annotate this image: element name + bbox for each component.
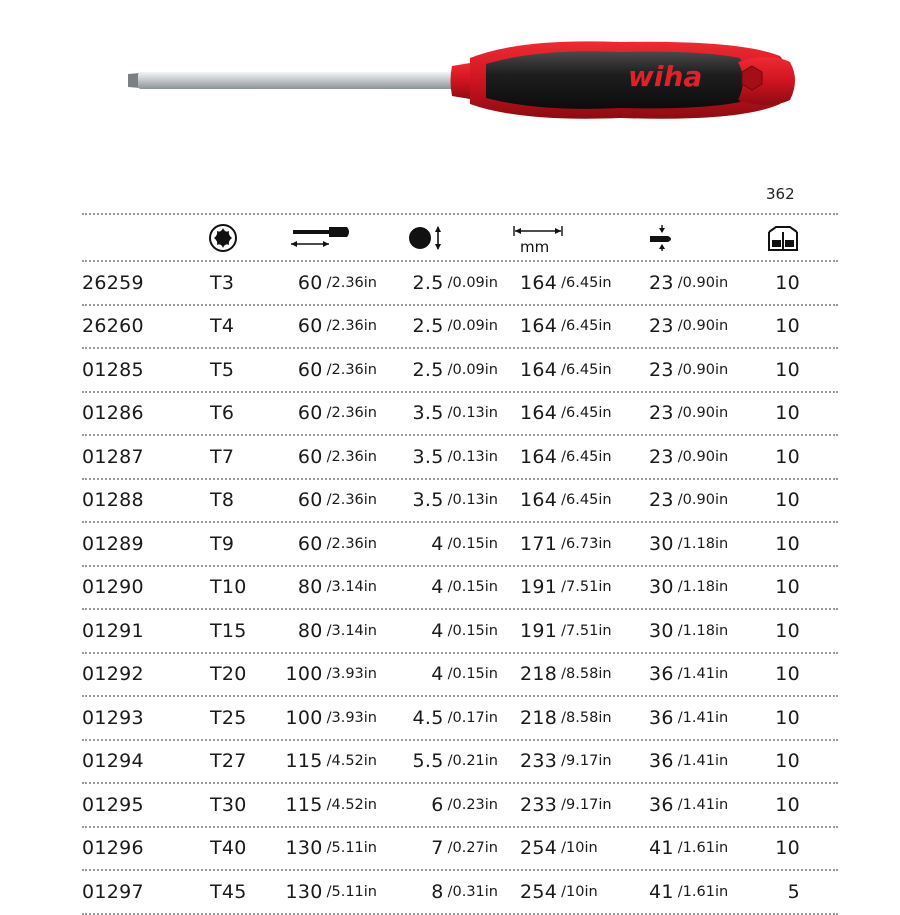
handle-diameter-mm: 41 [649, 837, 674, 860]
blade-length [298, 480, 377, 522]
overall-length [520, 480, 612, 522]
blade-length [285, 697, 377, 739]
package-quantity: 5 [787, 880, 800, 903]
tip-diameter-in: /0.15in [447, 622, 498, 639]
article-number: 01294 [82, 750, 144, 773]
overall-length-in: /8.58in [561, 666, 612, 683]
package-quantity: 10 [775, 837, 800, 860]
tip-diameter-mm: 8 [431, 880, 444, 903]
overall-length-mm: 191 [520, 576, 558, 599]
overall-length-in: /10in [561, 883, 598, 900]
handle-diameter-mm: 23 [649, 402, 674, 425]
package-quantity: 10 [775, 271, 800, 294]
overall-length-mm: 191 [520, 619, 558, 642]
overall-length-in: /6.45in [561, 318, 612, 335]
handle-diameter [649, 654, 728, 696]
article-number: 01295 [82, 793, 144, 816]
package-quantity: 10 [775, 402, 800, 425]
article-number: 01292 [82, 663, 144, 686]
blade-length [285, 741, 377, 783]
tip-diameter-in: /0.13in [447, 448, 498, 465]
tip-diameter [431, 654, 498, 696]
article-number: 01288 [82, 489, 144, 512]
table-header [82, 213, 838, 260]
handle-diameter-mm: 30 [649, 619, 674, 642]
package-quantity: 10 [775, 706, 800, 729]
blade-length-in: /5.11in [326, 883, 377, 900]
tip-diameter-mm: 3.5 [412, 489, 444, 512]
blade-length [298, 393, 377, 435]
handle-diameter [649, 480, 728, 522]
overall-length-in: /6.73in [561, 535, 612, 552]
article-number: 01293 [82, 706, 144, 729]
blade-length-mm: 60 [297, 402, 323, 425]
blade-length [285, 784, 377, 826]
blade-length-in: /5.11in [326, 840, 377, 857]
blade-length [298, 610, 377, 652]
handle-diameter-in: /0.90in [677, 448, 729, 465]
handle-diameter-in: /1.18in [677, 622, 729, 639]
article-number: 26259 [82, 271, 144, 294]
overall-length-in: /6.45in [561, 274, 612, 291]
blade-length-in: /2.36in [326, 492, 377, 509]
package-quantity: 10 [775, 619, 800, 642]
tip-diameter-in: /0.15in [447, 666, 498, 683]
handle-diameter [649, 436, 728, 478]
handle-diameter-mm: 23 [649, 489, 674, 512]
handle-diameter-mm: 36 [649, 706, 674, 729]
table-row [82, 347, 838, 391]
blade-length-in: /2.36in [326, 361, 377, 378]
blade-length-mm: 100 [285, 663, 323, 686]
screwdriver-image [0, 0, 900, 170]
torx-icon [208, 215, 238, 260]
tip-diameter-mm: 7 [431, 837, 444, 860]
overall-length [520, 784, 612, 826]
overall-length [520, 697, 612, 739]
overall-length [520, 262, 612, 304]
spec-table [82, 213, 838, 915]
handle-diameter-mm: 23 [649, 315, 674, 338]
handle-diameter-in: /0.90in [677, 274, 729, 291]
handle-diameter-icon [648, 215, 676, 260]
overall-length [520, 567, 612, 609]
overall-length-in: /7.51in [561, 579, 612, 596]
tip-diameter-mm: 6 [431, 793, 444, 816]
article-number: 01290 [82, 576, 144, 599]
package-quantity: 10 [775, 793, 800, 816]
table-row [82, 565, 838, 609]
tip-diameter [431, 610, 498, 652]
package-quantity: 10 [775, 489, 800, 512]
torx-size: T6 [210, 402, 235, 425]
tip-diameter [412, 306, 498, 348]
overall-length [520, 741, 612, 783]
overall-length-mm: 164 [520, 358, 558, 381]
handle-diameter [649, 349, 728, 391]
handle-diameter-mm: 23 [649, 445, 674, 468]
tip-diameter-in: /0.31in [447, 883, 498, 900]
blade-length-in: /3.14in [326, 579, 377, 596]
article-number: 26260 [82, 315, 144, 338]
tip-diameter-in: /0.13in [447, 492, 498, 509]
tip-diameter-icon [408, 215, 444, 260]
article-number: 01287 [82, 445, 144, 468]
handle-diameter-in: /1.18in [677, 579, 729, 596]
package-quantity: 10 [775, 576, 800, 599]
overall-length-mm: 218 [520, 663, 558, 686]
overall-length-mm: 254 [520, 837, 558, 860]
overall-length-in: /9.17in [561, 796, 612, 813]
table-row [82, 391, 838, 435]
handle-diameter [649, 262, 728, 304]
handle-diameter-in: /1.61in [677, 840, 729, 857]
overall-length-in: /10in [561, 840, 598, 857]
table-row [82, 695, 838, 739]
torx-size: T5 [210, 358, 235, 381]
blade-length-in: /4.52in [326, 796, 377, 813]
blade-length-mm: 60 [297, 445, 323, 468]
tip-diameter [412, 436, 498, 478]
tip-diameter-in: /0.15in [447, 579, 498, 596]
tip-diameter-in: /0.09in [447, 274, 498, 291]
blade-length [298, 436, 377, 478]
blade-length-in: /3.14in [326, 622, 377, 639]
overall-length [520, 436, 612, 478]
handle-diameter [649, 741, 728, 783]
handle-diameter-in: /1.41in [677, 753, 729, 770]
table-row [82, 304, 838, 348]
overall-length-mm: 164 [520, 271, 558, 294]
overall-length-mm: 218 [520, 706, 558, 729]
overall-length [520, 654, 612, 696]
handle-diameter-in: /1.41in [677, 666, 729, 683]
tip-diameter-in: /0.23in [447, 796, 498, 813]
torx-size: T3 [210, 271, 235, 294]
tip-diameter [431, 871, 498, 913]
tip-diameter-in: /0.15in [447, 535, 498, 552]
package-qty-icon [766, 215, 800, 260]
overall-length-in: /6.45in [561, 448, 612, 465]
page-number: 362 [766, 185, 795, 203]
tip-diameter-in: /0.21in [447, 753, 498, 770]
torx-size: T15 [210, 619, 247, 642]
svg-text:mm: mm [520, 237, 550, 254]
blade-length-mm: 60 [297, 271, 323, 294]
article-number: 01291 [82, 619, 144, 642]
blade-length-mm: 80 [297, 576, 323, 599]
article-number: 01286 [82, 402, 144, 425]
handle-diameter-mm: 30 [649, 576, 674, 599]
handle-diameter-mm: 30 [649, 532, 674, 555]
tip-diameter-mm: 5.5 [412, 750, 444, 773]
handle-diameter [649, 828, 728, 870]
package-quantity: 10 [775, 445, 800, 468]
table-row [82, 782, 838, 826]
handle-diameter-in: /0.90in [677, 318, 729, 335]
torx-size: T7 [210, 445, 235, 468]
blade-length-in: /2.36in [326, 318, 377, 335]
blade-length [285, 654, 377, 696]
table-row [82, 652, 838, 696]
article-number: 01297 [82, 880, 144, 903]
torx-size: T4 [210, 315, 235, 338]
handle-diameter [649, 306, 728, 348]
tip-diameter-in: /0.13in [447, 405, 498, 422]
package-quantity: 10 [775, 663, 800, 686]
handle-diameter-in: /0.90in [677, 361, 729, 378]
tip-diameter-in: /0.27in [447, 840, 498, 857]
tip-diameter-mm: 4.5 [412, 706, 444, 729]
overall-length-in: /6.45in [561, 361, 612, 378]
blade-length-mm: 115 [285, 750, 323, 773]
tip-diameter [431, 784, 498, 826]
handle-diameter [649, 523, 728, 565]
handle-diameter-mm: 36 [649, 793, 674, 816]
tip-diameter-mm: 4 [431, 663, 444, 686]
tip-diameter-in: /0.09in [447, 361, 498, 378]
blade-length-in: /2.36in [326, 448, 377, 465]
blade-length [298, 567, 377, 609]
handle-diameter-in: /0.90in [677, 492, 729, 509]
overall-length-mm: 171 [520, 532, 558, 555]
handle-diameter [649, 393, 728, 435]
torx-size: T25 [210, 706, 247, 729]
tip-diameter [412, 349, 498, 391]
article-number: 01289 [82, 532, 144, 555]
torx-size: T8 [210, 489, 235, 512]
article-number: 01285 [82, 358, 144, 381]
blade-length-mm: 130 [285, 880, 323, 903]
tip-diameter-mm: 3.5 [412, 445, 444, 468]
table-row [82, 260, 838, 304]
overall-length [520, 306, 612, 348]
overall-length-mm: 233 [520, 793, 558, 816]
blade-length-in: /2.36in [326, 535, 377, 552]
blade-length-mm: 60 [297, 532, 323, 555]
overall-length [520, 393, 612, 435]
handle-diameter [649, 697, 728, 739]
tip-diameter [431, 567, 498, 609]
tip-diameter [412, 480, 498, 522]
blade-length-mm: 115 [285, 793, 323, 816]
tip-diameter [412, 697, 498, 739]
torx-size: T9 [210, 532, 235, 555]
tip-diameter-in: /0.09in [447, 318, 498, 335]
torx-size: T45 [210, 880, 247, 903]
torx-size: T27 [210, 750, 247, 773]
overall-length-mm: 233 [520, 750, 558, 773]
overall-length-mm: 164 [520, 489, 558, 512]
handle-diameter [649, 871, 728, 913]
blade-length-mm: 60 [297, 315, 323, 338]
tip-diameter [412, 262, 498, 304]
blade-length-mm: 60 [297, 489, 323, 512]
overall-length-in: /9.17in [561, 753, 612, 770]
overall-length [520, 871, 598, 913]
tip-diameter-mm: 4 [431, 532, 444, 555]
handle-diameter-in: /1.41in [677, 709, 729, 726]
overall-length-mm: 164 [520, 402, 558, 425]
overall-length-mm: 164 [520, 315, 558, 338]
blade-length [298, 523, 377, 565]
overall-length-mm: 164 [520, 445, 558, 468]
blade-length [298, 306, 377, 348]
blade-length [298, 262, 377, 304]
handle-diameter-in: /1.18in [677, 535, 729, 552]
handle-diameter-in: /1.61in [677, 883, 729, 900]
handle-diameter [649, 567, 728, 609]
article-number: 01296 [82, 837, 144, 860]
handle-diameter-in: /1.41in [677, 796, 729, 813]
table-row [82, 826, 838, 870]
handle-diameter-mm: 23 [649, 271, 674, 294]
table-row [82, 739, 838, 783]
overall-length-in: /6.45in [561, 492, 612, 509]
overall-length-in: /6.45in [561, 405, 612, 422]
blade-length [285, 828, 377, 870]
handle-diameter-mm: 36 [649, 750, 674, 773]
blade-length-mm: 60 [297, 358, 323, 381]
handle-diameter-mm: 41 [649, 880, 674, 903]
tip-diameter-mm: 4 [431, 619, 444, 642]
table-row [82, 521, 838, 565]
blade-length [285, 871, 377, 913]
handle-diameter-in: /0.90in [677, 405, 729, 422]
blade-length-icon [289, 215, 351, 260]
torx-size: T10 [210, 576, 247, 599]
tip-diameter-mm: 2.5 [412, 271, 444, 294]
tip-diameter-mm: 2.5 [412, 358, 444, 381]
handle-diameter [649, 784, 728, 826]
handle-diameter-mm: 36 [649, 663, 674, 686]
blade-length-mm: 130 [285, 837, 323, 860]
package-quantity: 10 [775, 750, 800, 773]
package-quantity: 10 [775, 532, 800, 555]
tip-diameter [412, 741, 498, 783]
blade-length-in: /2.36in [326, 405, 377, 422]
blade-length [298, 349, 377, 391]
tip-diameter-mm: 2.5 [412, 315, 444, 338]
table-row [82, 869, 838, 915]
overall-length-in: /7.51in [561, 622, 612, 639]
torx-size: T20 [210, 663, 247, 686]
package-quantity: 10 [775, 358, 800, 381]
handle-diameter [649, 610, 728, 652]
torx-size: T30 [210, 793, 247, 816]
tip-diameter [431, 523, 498, 565]
table-row [82, 434, 838, 478]
overall-length-in: /8.58in [561, 709, 612, 726]
overall-length-icon [512, 215, 566, 260]
package-quantity: 10 [775, 315, 800, 338]
table-row [82, 478, 838, 522]
overall-length [520, 523, 612, 565]
blade-length-in: /3.93in [326, 709, 377, 726]
blade-length-mm: 80 [297, 619, 323, 642]
table-row [82, 608, 838, 652]
blade-length-in: /3.93in [326, 666, 377, 683]
blade-length-mm: 100 [285, 706, 323, 729]
blade-length-in: /4.52in [326, 753, 377, 770]
brand-logo: wiha [628, 60, 703, 93]
tip-diameter-in: /0.17in [447, 709, 498, 726]
torx-size: T40 [210, 837, 247, 860]
overall-length-mm: 254 [520, 880, 558, 903]
tip-diameter [412, 393, 498, 435]
overall-length [520, 349, 612, 391]
handle-diameter-mm: 23 [649, 358, 674, 381]
tip-diameter [431, 828, 498, 870]
overall-length [520, 610, 612, 652]
tip-diameter-mm: 3.5 [412, 402, 444, 425]
tip-diameter-mm: 4 [431, 576, 444, 599]
blade-length-in: /2.36in [326, 274, 377, 291]
overall-length [520, 828, 598, 870]
